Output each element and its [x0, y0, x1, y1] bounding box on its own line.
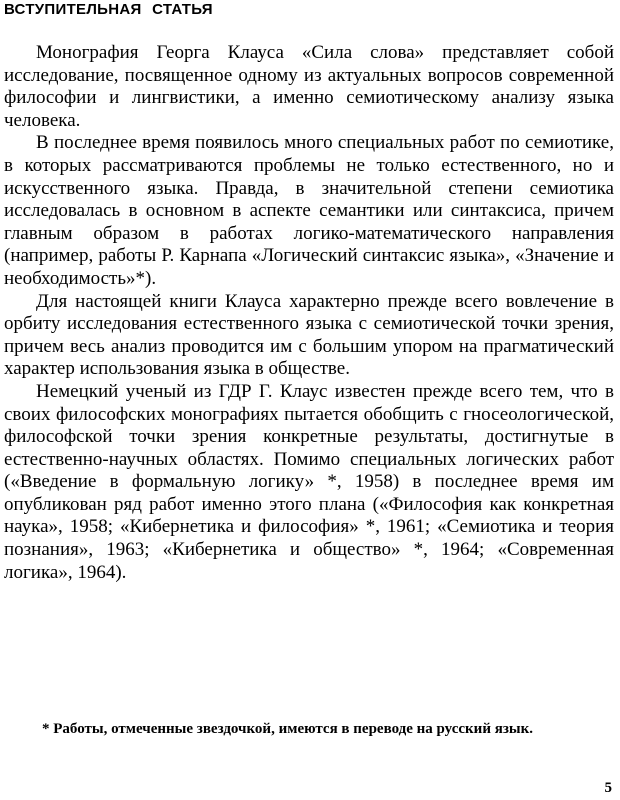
paragraph-4: Немецкий ученый из ГДР Г. Клаус известен прежде всего тем, что в своих философских монографиях пытается обобщить с гносеологической, философской точки зрения конкретные результаты, достигнутые в естественно-научных областях. Помимо специальных логических работ («Введение в формальную логику» *, 1958) в последнее время им опубликован ряд работ именно этого плана («Философия как конкретная наука», 1958; «Кибернетика и философия» *, 1961; «Семиотика и теория познания», 1963; «Кибернетика и общество» *, 1964; «Современная логика», 1964).	[4, 380, 614, 583]
paragraph-3: Для настоящей книги Клауса характерно прежде всего вовлечение в орбиту исследования естественного языка с семиотической точки зрения, причем весь анализ проводится им с большим упором на прагматический характер использования языка в обществе.	[4, 290, 614, 380]
body-text	[4, 42, 614, 584]
paragraph-1: Монография Георга Клауса «Сила слова» представляет собой исследование, посвященное одному из актуальных вопросов современной философии и лингвистики, а именно семиотическому анализу языка человека.	[4, 42, 614, 131]
footnote: * Работы, отмеченные звездочкой, имеются в переводе на русский язык.	[42, 721, 533, 737]
paragraph-2: В последнее время появилось много специальных работ по семиотике, в которых рассматриваются проблемы не только естественного, но и искусственного языка. Правда, в значительной степени семиотика исследовалась в основном в аспекте семантики или синтаксиса, причем главным образом в работах логико-математического направления (например, работы Р. Карнапа «Логический синтаксис языка», «Значение и необходимость»*).	[4, 132, 614, 289]
book-page	[4, 0, 614, 800]
page-number: 5	[604, 780, 612, 796]
section-heading: ВСТУПИТЕЛЬНАЯ СТАТЬЯ	[4, 1, 213, 18]
